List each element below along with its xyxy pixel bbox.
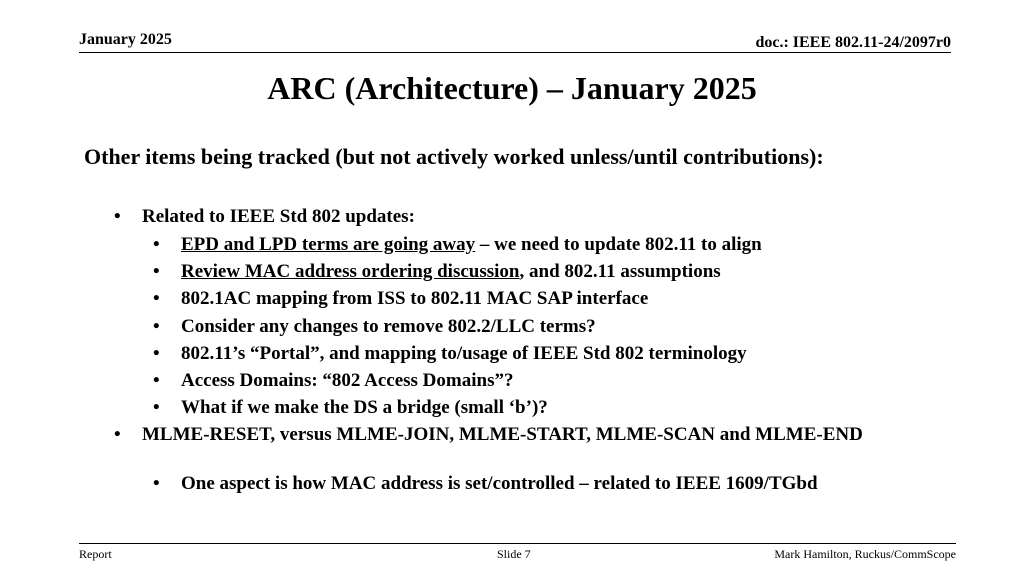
bullet-glyph: • xyxy=(153,234,160,255)
intro-text: Other items being tracked (but not actively worked unless/until contributions): xyxy=(84,144,824,169)
sub-bullet-item xyxy=(153,287,933,310)
sub-bullet-item xyxy=(153,260,933,283)
footer-left: Report xyxy=(79,547,112,561)
epd-lpd-link[interactable]: EPD and LPD terms are going away xyxy=(181,234,476,255)
sub-bullet-text: , and 802.11 assumptions xyxy=(519,261,721,282)
slide-number: Slide 7 xyxy=(497,547,531,561)
bullet-glyph: • xyxy=(114,424,121,445)
bullet-glyph: • xyxy=(114,206,121,227)
sub-bullet-text: What if we make the DS a bridge (small ‘b’)? xyxy=(181,397,548,418)
mac-address-ordering-link[interactable]: Review MAC address ordering discussion xyxy=(181,261,520,282)
header-date: January 2025 xyxy=(79,31,172,48)
header-divider xyxy=(79,52,951,53)
sub-bullet-item xyxy=(153,315,933,338)
sub-bullet-item xyxy=(153,233,933,256)
bullet-glyph: • xyxy=(153,473,160,494)
slide-title: ARC (Architecture) – January 2025 xyxy=(267,70,757,106)
bullet-item xyxy=(114,423,914,446)
bullet-glyph: • xyxy=(153,343,160,364)
bullet-text: Related to IEEE Std 802 updates: xyxy=(142,206,415,227)
sub-bullet-text: Access Domains: “802 Access Domains”? xyxy=(181,370,514,391)
bullet-glyph: • xyxy=(153,316,160,337)
sub-bullet-text: – we need to update 802.11 to align xyxy=(475,234,762,255)
sub-bullet-text: One aspect is how MAC address is set/controlled – related to IEEE 1609/TGbd xyxy=(181,473,818,494)
sub-bullet-text: 802.1AC mapping from ISS to 802.11 MAC SAP interface xyxy=(181,288,649,309)
sub-bullet-item xyxy=(153,396,933,419)
footer-author: Mark Hamilton, Ruckus/CommScope xyxy=(774,547,956,561)
sub-bullet-item xyxy=(153,472,933,495)
bullet-glyph: • xyxy=(153,370,160,391)
bullet-item xyxy=(114,205,924,228)
footer-divider xyxy=(79,543,956,544)
bullet-glyph: • xyxy=(153,261,160,282)
sub-bullet-item xyxy=(153,369,933,392)
sub-bullet-text: 802.11’s “Portal”, and mapping to/usage of IEEE Std 802 terminology xyxy=(181,343,747,364)
bullet-glyph: • xyxy=(153,397,160,418)
sub-bullet-text: Consider any changes to remove 802.2/LLC terms? xyxy=(181,316,596,337)
bullet-text: MLME-RESET, versus MLME-JOIN, MLME-START, MLME-SCAN and MLME-END xyxy=(142,424,863,445)
header-doc-id: doc.: IEEE 802.11-24/2097r0 xyxy=(755,34,951,51)
bullet-glyph: • xyxy=(153,288,160,309)
sub-bullet-item xyxy=(153,342,933,365)
